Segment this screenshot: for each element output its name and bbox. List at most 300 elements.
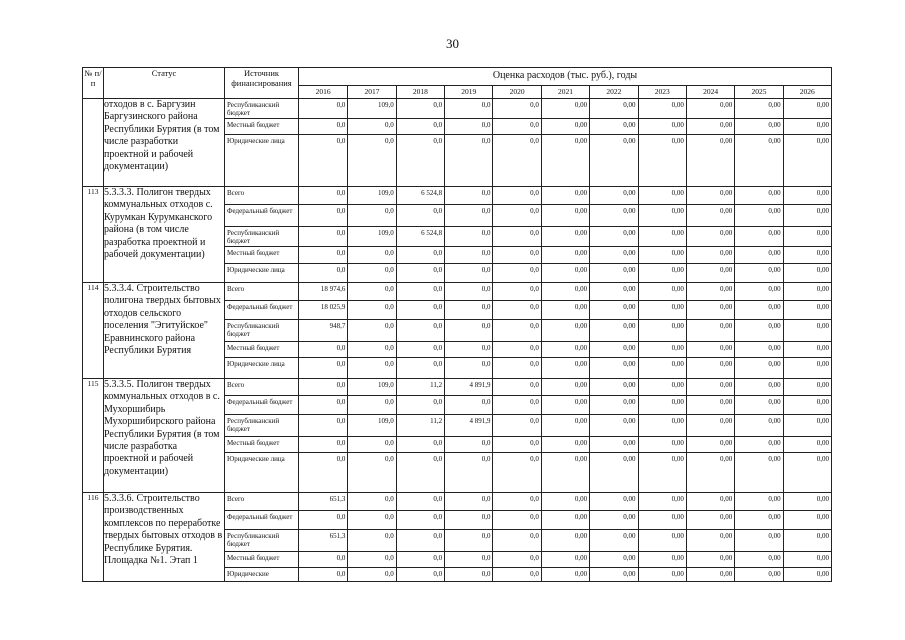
year-header: 2024 <box>686 86 734 98</box>
value-cell: 0,0 <box>336 360 346 368</box>
value-cell: 0,00 <box>638 511 686 529</box>
funding-source-label: Юридические лица <box>225 134 298 186</box>
value-cell: 0,0 <box>347 568 395 581</box>
value-cell: 0,0 <box>396 301 444 319</box>
value-cell: 0,00 <box>686 135 734 186</box>
value-cell: 0,00 <box>541 320 589 341</box>
status-text: 5.3.3.3. Полигон твердых коммунальных отходов с. Курумкан Курумканского района (в том числе разработка проектной и рабочей документации) <box>104 187 225 283</box>
value-row <box>299 395 831 414</box>
value-cell: 0,0 <box>492 511 540 529</box>
value-cell: 0,00 <box>541 283 589 300</box>
value-cell: 0,00 <box>734 187 782 204</box>
value-cell: 0,00 <box>686 453 734 492</box>
block-row <box>83 283 832 379</box>
value-cell: 0,0 <box>336 570 346 578</box>
value-cell: 0,00 <box>638 415 686 436</box>
funding-sources <box>225 493 299 582</box>
value-cell: 651,3 <box>329 495 346 503</box>
value-cell: 0,00 <box>541 187 589 204</box>
funding-sources <box>225 99 299 187</box>
value-cell: 0,00 <box>686 552 734 567</box>
funding-source-label: Всего <box>227 495 245 503</box>
value-row <box>299 283 831 300</box>
value-cell: 0,00 <box>589 552 637 567</box>
value-cell: 0,0 <box>492 99 540 118</box>
value-cell: 0,00 <box>638 227 686 246</box>
value-cell: 0,00 <box>589 358 637 378</box>
value-cell: 0,0 <box>492 227 540 246</box>
page-number: 30 <box>446 36 459 51</box>
status-text: 5.3.3.6. Строительство производственных комплексов по переработке твердых бытовых отходов в Республике Бурятия. Площадка №1. Этап 1 <box>104 493 225 582</box>
value-cell: 0,0 <box>336 266 346 274</box>
value-cell: 0,00 <box>638 301 686 319</box>
value-cell: 0,00 <box>541 453 589 492</box>
value-cell: 0,00 <box>589 453 637 492</box>
value-cell: 948,7 <box>329 322 346 330</box>
value-cell: 0,00 <box>734 493 782 510</box>
value-cell: 0,0 <box>396 283 444 300</box>
value-cell: 0,0 <box>444 358 492 378</box>
funding-source-label: Федеральный бюджет <box>225 510 298 529</box>
row-number <box>83 99 104 187</box>
value-cell: 0,0 <box>396 205 444 226</box>
value-cell: 0,0 <box>492 415 540 436</box>
value-cell: 0,00 <box>734 227 782 246</box>
value-cell: 0,00 <box>638 568 686 581</box>
value-cell: 0,00 <box>783 283 831 300</box>
value-cell: 0,0 <box>396 358 444 378</box>
value-cell: 0,00 <box>686 99 734 118</box>
value-cell: 0,0 <box>444 568 492 581</box>
funding-source-label: Местный бюджет <box>225 436 298 452</box>
value-cell: 0,00 <box>589 396 637 414</box>
value-cell: 0,00 <box>686 530 734 551</box>
value-cell: 0,00 <box>541 342 589 357</box>
header-estimate: Оценка расходов (тыс. руб.), годы <box>299 68 831 86</box>
value-cell: 0,00 <box>783 301 831 319</box>
value-cell: 0,0 <box>396 99 444 118</box>
header-years <box>299 86 831 98</box>
value-cell: 0,00 <box>734 301 782 319</box>
value-cell: 0,00 <box>783 135 831 186</box>
value-cell: 0,0 <box>444 301 492 319</box>
value-cell: 0,00 <box>783 437 831 452</box>
value-cell: 0,0 <box>396 264 444 282</box>
value-cell: 0,00 <box>734 135 782 186</box>
value-cell: 0,00 <box>686 301 734 319</box>
value-cell: 0,00 <box>638 283 686 300</box>
value-cell: 0,00 <box>638 187 686 204</box>
value-cell: 0,0 <box>444 99 492 118</box>
value-cell: 0,00 <box>734 453 782 492</box>
value-cell: 0,00 <box>734 415 782 436</box>
funding-values <box>299 493 832 582</box>
value-cell: 0,0 <box>444 247 492 263</box>
funding-source-label: Юридические лица <box>225 452 298 492</box>
value-row <box>299 134 831 186</box>
value-cell: 0,00 <box>589 493 637 510</box>
value-cell: 0,00 <box>734 283 782 300</box>
value-cell: 0,00 <box>783 396 831 414</box>
funding-source-label: Республиканский бюджет <box>225 319 298 341</box>
value-cell: 0,00 <box>589 187 637 204</box>
funding-sources <box>225 187 299 283</box>
funding-source-label: Всего <box>227 189 245 197</box>
funding-source-label: Юридические <box>225 567 298 581</box>
value-cell: 0,0 <box>347 119 395 134</box>
value-cell: 0,0 <box>396 342 444 357</box>
value-row <box>299 529 831 551</box>
value-cell: 0,00 <box>686 511 734 529</box>
value-cell: 0,00 <box>638 453 686 492</box>
value-cell: 0,00 <box>541 552 589 567</box>
value-cell: 0,00 <box>589 264 637 282</box>
value-cell: 0,0 <box>347 283 395 300</box>
value-cell: 0,0 <box>336 381 346 389</box>
value-cell: 0,00 <box>783 320 831 341</box>
value-cell: 0,0 <box>347 247 395 263</box>
funding-source-label: Республиканский бюджет <box>225 529 298 551</box>
value-cell: 109,0 <box>347 227 395 246</box>
value-cell: 0,00 <box>783 358 831 378</box>
value-cell: 6 524,8 <box>396 227 444 246</box>
value-cell: 651,3 <box>329 532 346 540</box>
value-row <box>299 319 831 341</box>
value-cell: 0,0 <box>444 493 492 510</box>
value-cell: 4 891,9 <box>444 415 492 436</box>
header-estimate-cell <box>299 68 832 99</box>
value-cell: 0,00 <box>783 264 831 282</box>
value-cell: 0,0 <box>396 552 444 567</box>
value-cell: 0,00 <box>686 283 734 300</box>
value-cell: 0,00 <box>589 283 637 300</box>
value-cell: 0,0 <box>492 568 540 581</box>
funding-source-label: Местный бюджет <box>225 341 298 357</box>
value-cell: 0,00 <box>783 99 831 118</box>
value-cell: 0,00 <box>734 568 782 581</box>
value-cell: 0,0 <box>336 513 346 521</box>
value-cell: 0,00 <box>638 493 686 510</box>
funding-source-label: Юридические лица <box>225 357 298 378</box>
value-cell: 0,0 <box>444 530 492 551</box>
value-cell: 0,00 <box>638 379 686 395</box>
year-header: 2025 <box>734 86 782 98</box>
value-cell: 0,00 <box>686 396 734 414</box>
value-cell: 0,0 <box>347 552 395 567</box>
value-cell: 0,00 <box>541 396 589 414</box>
value-cell: 0,00 <box>541 437 589 452</box>
header-row <box>83 68 832 99</box>
funding-source-label: Федеральный бюджет <box>225 300 298 319</box>
value-cell: 0,00 <box>686 493 734 510</box>
value-cell: 0,00 <box>589 437 637 452</box>
value-cell: 0,0 <box>492 453 540 492</box>
block-row <box>83 493 832 582</box>
row-number: 115 <box>83 379 104 493</box>
value-cell: 0,0 <box>396 511 444 529</box>
value-cell: 0,00 <box>541 415 589 436</box>
value-cell: 0,00 <box>589 99 637 118</box>
value-cell: 0,0 <box>492 530 540 551</box>
value-cell: 0,0 <box>347 493 395 510</box>
value-cell: 0,0 <box>492 552 540 567</box>
value-cell: 0,0 <box>396 437 444 452</box>
value-cell: 0,0 <box>444 264 492 282</box>
value-row <box>299 263 831 282</box>
value-row <box>299 300 831 319</box>
funding-source-label: Местный бюджет <box>225 551 298 567</box>
value-cell: 0,00 <box>638 119 686 134</box>
value-cell: 0,00 <box>638 205 686 226</box>
value-cell: 0,0 <box>444 342 492 357</box>
value-cell: 0,00 <box>783 187 831 204</box>
value-cell: 0,0 <box>336 137 346 145</box>
value-cell: 0,00 <box>541 227 589 246</box>
value-cell: 0,00 <box>734 379 782 395</box>
funding-values <box>299 379 832 493</box>
value-cell: 0,00 <box>638 552 686 567</box>
value-cell: 0,00 <box>638 358 686 378</box>
value-cell: 0,0 <box>492 205 540 226</box>
value-row <box>299 341 831 357</box>
value-cell: 0,0 <box>347 437 395 452</box>
value-row <box>299 226 831 246</box>
value-cell: 0,0 <box>492 320 540 341</box>
value-cell: 0,00 <box>734 552 782 567</box>
value-cell: 0,00 <box>541 493 589 510</box>
row-number: 113 <box>83 187 104 283</box>
value-cell: 0,00 <box>686 568 734 581</box>
value-cell: 0,00 <box>783 227 831 246</box>
value-cell: 0,0 <box>336 344 346 352</box>
year-header: 2018 <box>396 86 444 98</box>
value-cell: 0,0 <box>444 283 492 300</box>
value-cell: 0,0 <box>347 264 395 282</box>
year-header: 2020 <box>492 86 540 98</box>
value-cell: 0,0 <box>347 342 395 357</box>
value-cell: 0,00 <box>734 437 782 452</box>
value-cell: 0,00 <box>541 205 589 226</box>
value-cell: 0,00 <box>589 227 637 246</box>
value-row <box>299 379 831 395</box>
value-row <box>299 510 831 529</box>
value-cell: 0,00 <box>686 247 734 263</box>
value-cell: 0,0 <box>396 135 444 186</box>
status-text: 5.3.3.4. Строительство полигона твердых бытовых отходов сельского поселения "Эгитуйское" Еравнинского района Республики Бурятия <box>104 283 225 379</box>
value-cell: 0,00 <box>589 135 637 186</box>
value-cell: 0,00 <box>783 453 831 492</box>
value-cell: 0,00 <box>589 415 637 436</box>
value-cell: 0,00 <box>783 205 831 226</box>
value-cell: 0,00 <box>638 320 686 341</box>
value-cell: 0,00 <box>686 342 734 357</box>
value-cell: 0,00 <box>541 119 589 134</box>
value-row <box>299 187 831 204</box>
value-cell: 0,0 <box>347 358 395 378</box>
value-cell: 0,0 <box>336 439 346 447</box>
value-cell: 0,00 <box>686 437 734 452</box>
value-cell: 0,00 <box>686 227 734 246</box>
value-cell: 0,0 <box>492 247 540 263</box>
header-source: Источник финансирования <box>225 68 299 99</box>
value-cell: 0,0 <box>444 511 492 529</box>
value-cell: 0,0 <box>492 187 540 204</box>
value-cell: 0,00 <box>541 358 589 378</box>
value-row <box>299 246 831 263</box>
value-cell: 0,0 <box>492 264 540 282</box>
year-header: 2022 <box>589 86 637 98</box>
value-cell: 11,2 <box>396 379 444 395</box>
year-header: 2016 <box>315 87 331 96</box>
funding-source-label: Всего <box>227 285 245 293</box>
value-row <box>299 357 831 378</box>
value-cell: 0,0 <box>336 554 346 562</box>
value-cell: 0,00 <box>541 264 589 282</box>
funding-source-label: Местный бюджет <box>225 246 298 263</box>
expenses-table <box>82 67 832 582</box>
value-cell: 0,0 <box>492 358 540 378</box>
funding-source-label: Юридические лица <box>225 263 298 282</box>
value-cell: 0,00 <box>686 187 734 204</box>
value-cell: 0,0 <box>347 320 395 341</box>
value-cell: 0,00 <box>783 552 831 567</box>
value-cell: 0,0 <box>336 121 346 129</box>
value-cell: 0,00 <box>589 247 637 263</box>
value-cell: 0,00 <box>783 342 831 357</box>
value-cell: 0,00 <box>638 135 686 186</box>
value-cell: 0,00 <box>638 396 686 414</box>
value-cell: 0,00 <box>734 205 782 226</box>
value-cell: 0,00 <box>734 530 782 551</box>
value-cell: 0,0 <box>444 552 492 567</box>
value-cell: 0,00 <box>541 511 589 529</box>
value-cell: 0,0 <box>336 417 346 425</box>
funding-source-label: Местный бюджет <box>225 118 298 134</box>
value-cell: 109,0 <box>347 99 395 118</box>
value-cell: 0,0 <box>444 205 492 226</box>
value-cell: 0,00 <box>734 119 782 134</box>
block-row <box>83 379 832 493</box>
funding-values <box>299 283 832 379</box>
value-cell: 0,0 <box>492 119 540 134</box>
value-cell: 0,0 <box>492 301 540 319</box>
value-row <box>299 414 831 436</box>
value-cell: 0,0 <box>396 453 444 492</box>
value-cell: 0,00 <box>686 205 734 226</box>
value-cell: 0,00 <box>589 511 637 529</box>
year-header: 2023 <box>638 86 686 98</box>
block-row <box>83 99 832 187</box>
value-cell: 18 974,6 <box>320 285 346 293</box>
value-cell: 0,0 <box>492 135 540 186</box>
value-row <box>299 436 831 452</box>
value-cell: 0,00 <box>734 320 782 341</box>
value-cell: 0,0 <box>444 135 492 186</box>
value-cell: 0,0 <box>444 227 492 246</box>
value-cell: 0,00 <box>783 247 831 263</box>
year-header: 2017 <box>347 86 395 98</box>
value-cell: 0,00 <box>541 568 589 581</box>
value-cell: 0,0 <box>492 379 540 395</box>
value-cell: 0,00 <box>589 119 637 134</box>
value-cell: 0,0 <box>444 320 492 341</box>
value-cell: 0,0 <box>444 119 492 134</box>
value-cell: 0,00 <box>686 358 734 378</box>
value-cell: 0,00 <box>686 320 734 341</box>
value-cell: 0,00 <box>589 301 637 319</box>
value-cell: 0,00 <box>541 301 589 319</box>
value-cell: 0,00 <box>541 530 589 551</box>
value-cell: 0,00 <box>638 247 686 263</box>
value-cell: 0,00 <box>783 511 831 529</box>
value-row <box>299 493 831 510</box>
funding-values <box>299 187 832 283</box>
value-cell: 0,0 <box>492 283 540 300</box>
value-cell: 0,0 <box>396 247 444 263</box>
value-row <box>299 99 831 118</box>
value-row <box>299 118 831 134</box>
value-cell: 0,0 <box>492 493 540 510</box>
value-cell: 0,0 <box>396 396 444 414</box>
value-cell: 0,00 <box>734 264 782 282</box>
funding-sources <box>225 283 299 379</box>
value-cell: 0,0 <box>396 530 444 551</box>
value-cell: 0,0 <box>347 530 395 551</box>
value-cell: 0,00 <box>638 264 686 282</box>
value-cell: 0,0 <box>336 455 346 463</box>
value-row <box>299 551 831 567</box>
value-cell: 0,00 <box>541 379 589 395</box>
value-cell: 109,0 <box>347 187 395 204</box>
value-cell: 0,0 <box>492 437 540 452</box>
value-cell: 11,2 <box>396 415 444 436</box>
funding-sources <box>225 379 299 493</box>
funding-values <box>299 99 832 187</box>
value-cell: 0,00 <box>589 379 637 395</box>
value-cell: 0,00 <box>638 437 686 452</box>
year-header: 2021 <box>541 86 589 98</box>
value-cell: 0,0 <box>396 119 444 134</box>
funding-source-label: Республиканский бюджет <box>225 414 298 436</box>
value-cell: 0,0 <box>336 189 346 197</box>
value-cell: 0,00 <box>589 342 637 357</box>
value-cell: 0,0 <box>347 511 395 529</box>
value-cell: 0,00 <box>734 396 782 414</box>
value-cell: 0,00 <box>686 415 734 436</box>
value-cell: 0,0 <box>347 135 395 186</box>
value-cell: 0,0 <box>396 568 444 581</box>
value-cell: 0,00 <box>734 342 782 357</box>
header-status: Статус <box>104 68 225 99</box>
value-cell: 0,00 <box>638 99 686 118</box>
value-cell: 0,0 <box>347 396 395 414</box>
value-row <box>299 204 831 226</box>
status-text: отходов в с. Баргузин Баргузинского района Республики Бурятия (в том числе разработки проектной и рабочей документации) <box>104 99 225 187</box>
value-cell: 0,0 <box>336 398 346 406</box>
value-cell: 0,0 <box>336 229 346 237</box>
value-cell: 0,0 <box>336 207 346 215</box>
value-cell: 0,0 <box>347 301 395 319</box>
value-cell: 0,00 <box>589 530 637 551</box>
funding-source-label: Республиканский бюджет <box>225 226 298 246</box>
value-cell: 0,0 <box>347 205 395 226</box>
value-cell: 0,00 <box>638 530 686 551</box>
value-cell: 109,0 <box>347 379 395 395</box>
value-cell: 0,0 <box>492 342 540 357</box>
value-cell: 0,00 <box>734 358 782 378</box>
value-cell: 0,0 <box>444 453 492 492</box>
value-cell: 0,00 <box>638 342 686 357</box>
